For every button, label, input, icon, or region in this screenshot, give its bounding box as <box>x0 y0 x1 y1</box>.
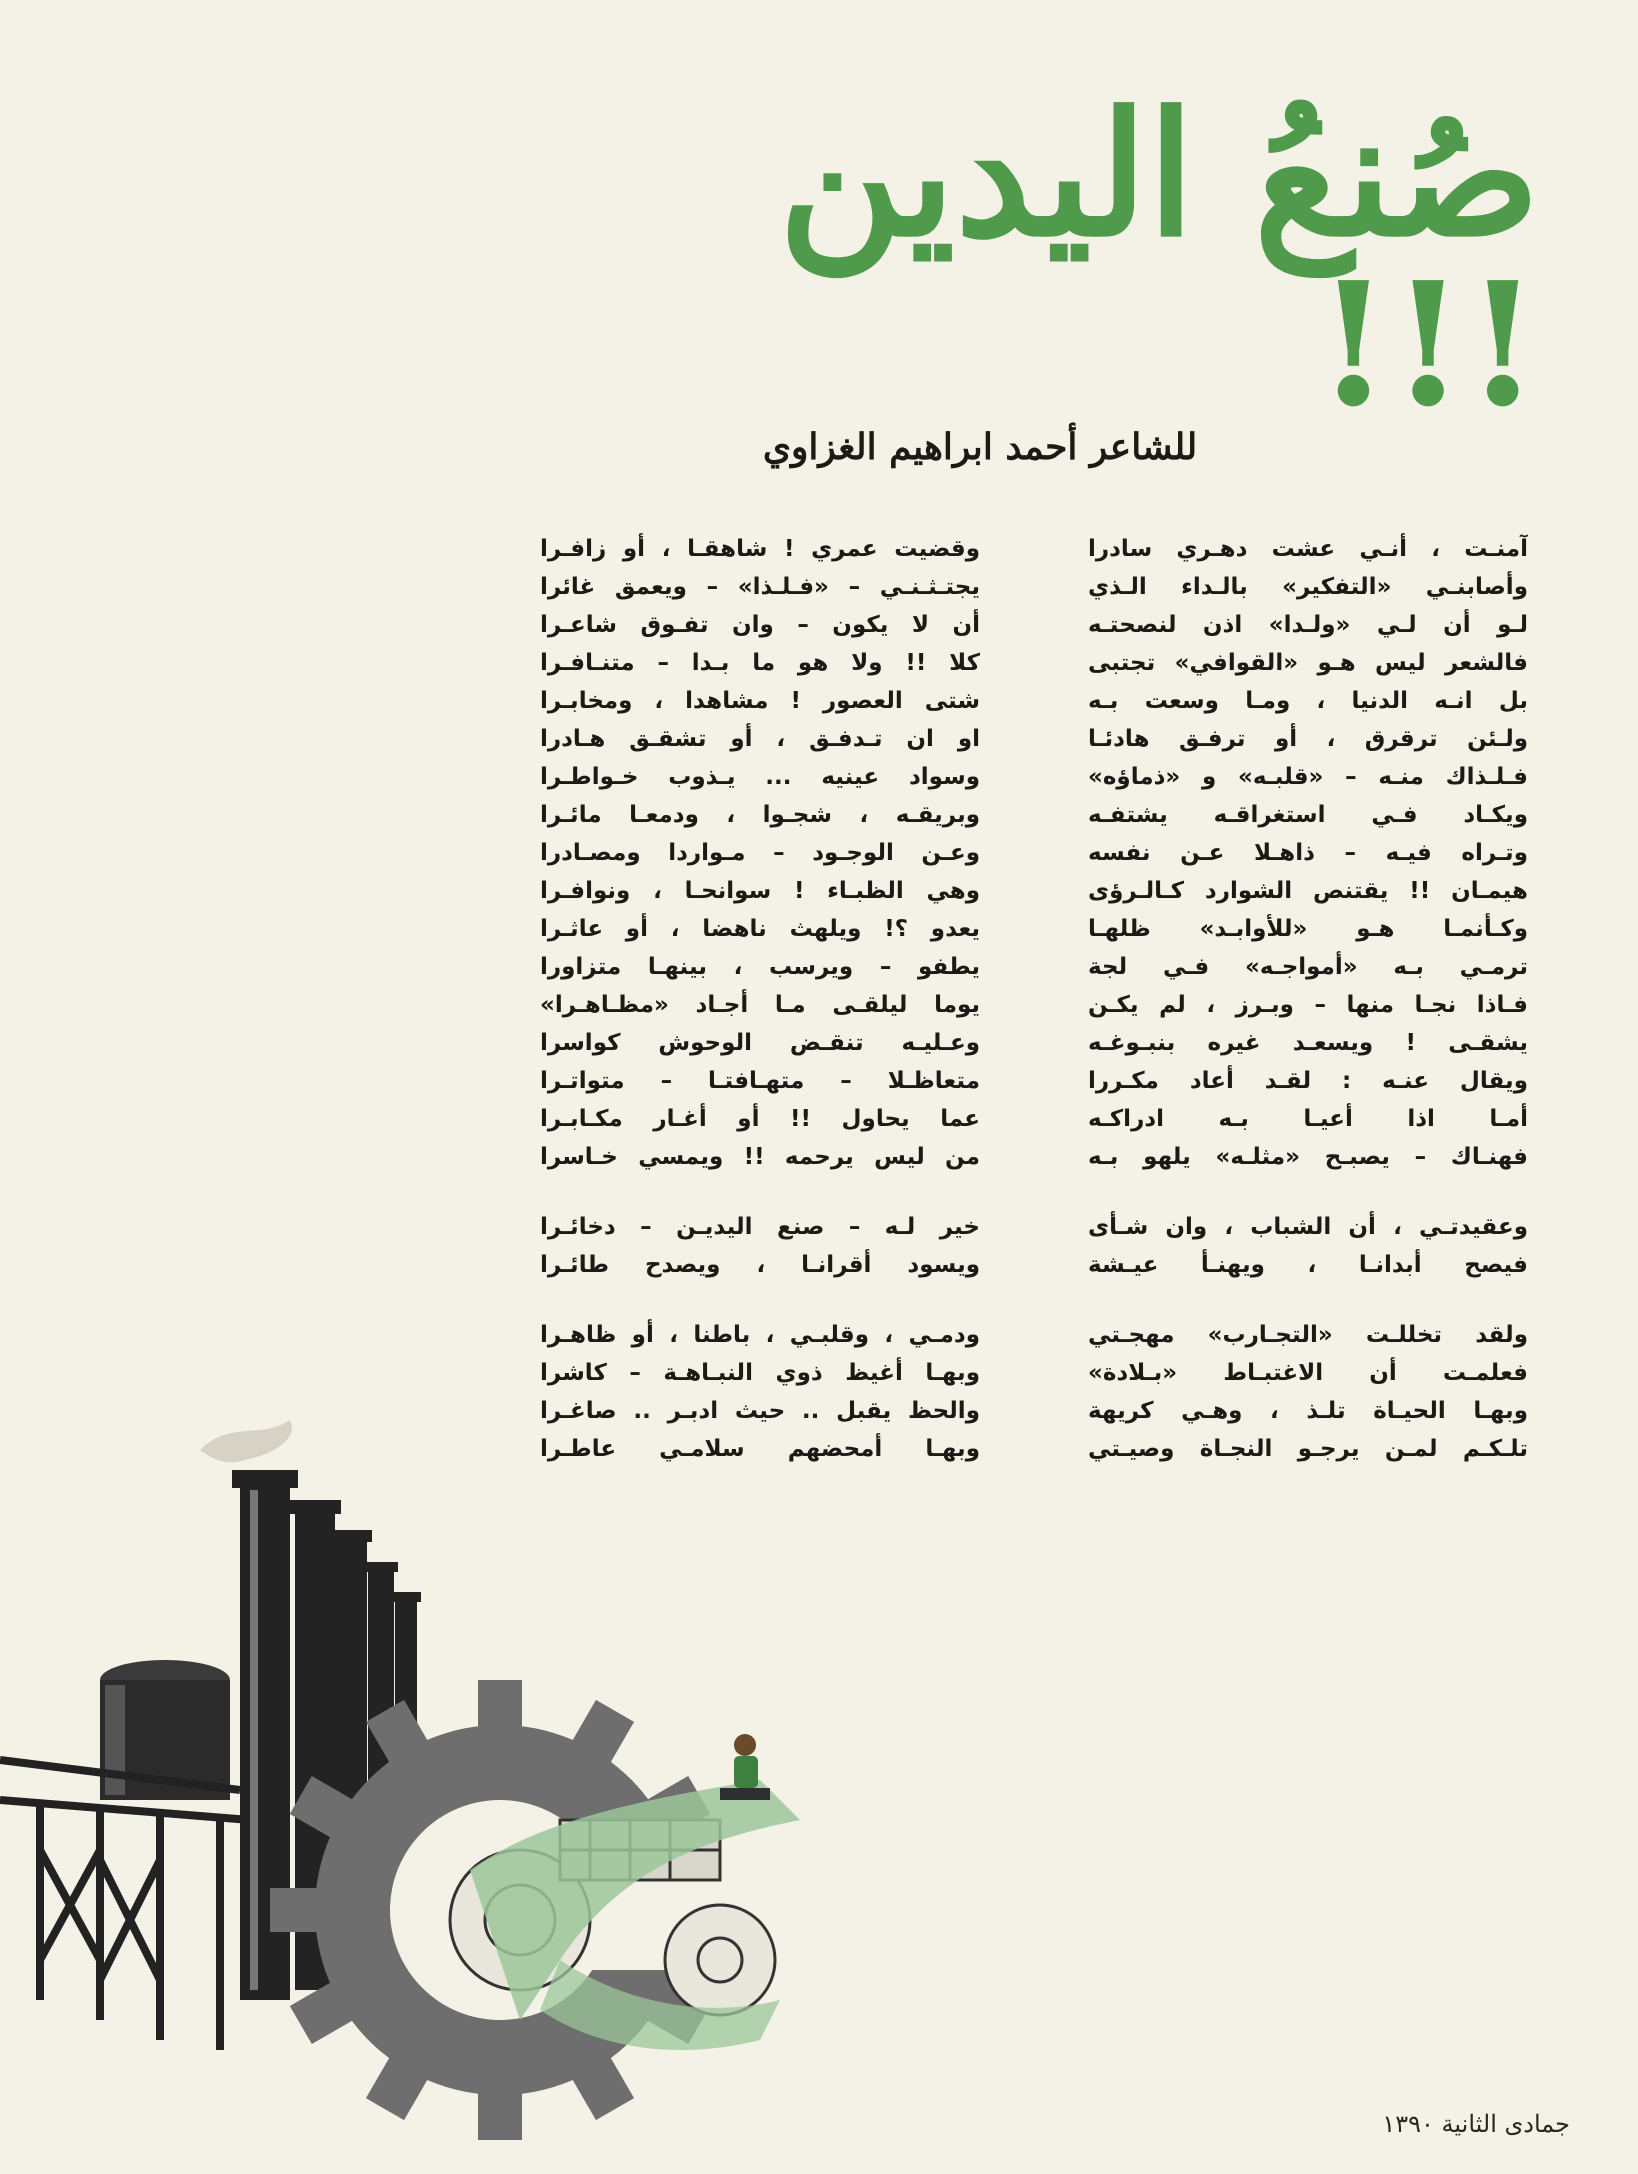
verse-line: وسواد عينيه ... يـذوب خـواطـرا <box>540 764 980 790</box>
verse-line: وأصابنـي «التفكير» بالـداء الـذي <box>1088 574 1528 600</box>
verse-line: وكـأنمـا هـو «للأوابـد» ظلهـا <box>1088 916 1528 942</box>
verse-line: فالشعر ليس هـو «القوافي» تجتبى <box>1088 650 1528 676</box>
right-stanza-1 <box>1088 530 1528 1176</box>
verse-line: لـو أن لـي «ولـدا» اذن لنصحتـه <box>1088 612 1528 638</box>
verse-line: يوما ليلقـى مـا أجـاد «مظـاهـرا» <box>540 992 980 1018</box>
verse-line: وقضيت عمري ! شاهقـا ، أو زافـرا <box>540 536 980 562</box>
left-stanza-2 <box>540 1208 980 1284</box>
verse-line: وهي الظبـاء ! سوانحـا ، ونوافـرا <box>540 878 980 904</box>
verse-line: فيصح أبدانـا ، ويهنـأ عيـشة <box>1088 1252 1528 1278</box>
verse-line: ولـئن ترقرق ، أو ترفـق هادئـا <box>1088 726 1528 752</box>
verse-line: آمنـت ، أنـي عشت دهـري سادرا <box>1088 536 1528 562</box>
verse-line: وتـراه فيـه – ذاهـلا عـن نفسه <box>1088 840 1528 866</box>
verse-line: يشقـى ! ويسعـد غيره بنبـوغـه <box>1088 1030 1528 1056</box>
verse-line: والحظ يقبل .. حيث ادبـر .. صاغـرا <box>540 1398 980 1424</box>
issue-date-footer: جمادى الثانية ١٣٩٠ <box>1382 2110 1570 2138</box>
trestle-structure-icon <box>0 1760 250 2050</box>
poet-byline: للشاعر أحمد ابراهيم الغزاوي <box>762 426 1198 468</box>
factory-gear-illustration <box>0 1400 900 2160</box>
verse-line: وعـن الوجـود – مـواردا ومصـادرا <box>540 840 980 866</box>
verse-line: وبهـا الحيـاة تلـذ ، وهـي كريهة <box>1088 1398 1528 1424</box>
right-stanza-2 <box>1088 1208 1528 1284</box>
smoke-icon <box>200 1420 292 1462</box>
poem-left-column <box>540 530 980 1500</box>
verse-line: ويسود أقرانـا ، ويصدح طائـرا <box>540 1252 980 1278</box>
verse-line: أن لا يكون – وان تفـوق شاعـرا <box>540 612 980 638</box>
verse-line: شتى العصور ! مشاهدا ، ومخابـرا <box>540 688 980 714</box>
verse-line: ولقد تخللـت «التجـارب» مهجـتي <box>1088 1322 1528 1348</box>
poem-title: صُنعُ اليدين !!! <box>778 75 1540 445</box>
verse-line: ويكـاد فـي استغراقـه يشتفـه <box>1088 802 1528 828</box>
verse-line: أمـا اذا أعيـا بـه ادراكـه <box>1088 1106 1528 1132</box>
verse-line: متعاظـلا – متهـافتـا – متواتـرا <box>540 1068 980 1094</box>
verse-line: وبريقـه ، شجـوا ، ودمعـا مائـرا <box>540 802 980 828</box>
verse-line: ترمـي بـه «أمواجـه» فـي لجة <box>1088 954 1528 980</box>
poem-right-column <box>1088 530 1528 1500</box>
right-stanza-3 <box>1088 1316 1528 1468</box>
verse-line: كلا !! ولا هو ما بـدا – متنـافـرا <box>540 650 980 676</box>
verse-line: يعدو ؟! ويلهث ناهضا ، أو عاثـرا <box>540 916 980 942</box>
verse-line: من ليس يرحمه !! ويمسي خـاسرا <box>540 1144 980 1170</box>
verse-line: خير لـه – صنع اليديـن – دخائـرا <box>540 1214 980 1240</box>
verse-line: فـاذا نجـا منها – وبـرز ، لم يكـن <box>1088 992 1528 1018</box>
left-stanza-1 <box>540 530 980 1176</box>
verse-line: فهنـاك – يصبـح «مثلـه» يلهو بـه <box>1088 1144 1528 1170</box>
verse-line: تلـكـم لمـن يرجـو النجـاة وصيـتي <box>1088 1436 1528 1462</box>
worker-figure-icon <box>720 1734 770 1800</box>
verse-line: يطفو – ويرسب ، بينهـا متزاورا <box>540 954 980 980</box>
verse-line: ودمـي ، وقلبـي ، باطنا ، أو ظاهـرا <box>540 1322 980 1348</box>
verse-line: هيمـان !! يقتنص الشوارد كـالـرؤى <box>1088 878 1528 904</box>
verse-line: عما يحاول !! أو أغـار مكـابـرا <box>540 1106 980 1132</box>
verse-line: ويقال عنـه : لقـد أعاد مكـررا <box>1088 1068 1528 1094</box>
verse-line: فـلـذاك منـه – «قلبـه» و «ذماؤه» <box>1088 764 1528 790</box>
verse-line: فعلمـت أن الاغتبـاط «بـلادة» <box>1088 1360 1528 1386</box>
verse-line: وبهـا أغيظ ذوي النبـاهـة – كاشرا <box>540 1360 980 1386</box>
verse-line: او ان تـدفـق ، أو تشقـق هـادرا <box>540 726 980 752</box>
verse-line: وعقيدتـي ، أن الشباب ، وان شـأى <box>1088 1214 1528 1240</box>
verse-line: يجتـثـنـي – «فـلـذا» – ويعمق غائرا <box>540 574 980 600</box>
verse-line: بل انـه الدنيا ، ومـا وسعت بـه <box>1088 688 1528 714</box>
verse-line: وبهـا أمحضهم سلامـي عاطـرا <box>540 1436 980 1462</box>
verse-line: وعـليـه تنقـض الوحوش كواسرا <box>540 1030 980 1056</box>
